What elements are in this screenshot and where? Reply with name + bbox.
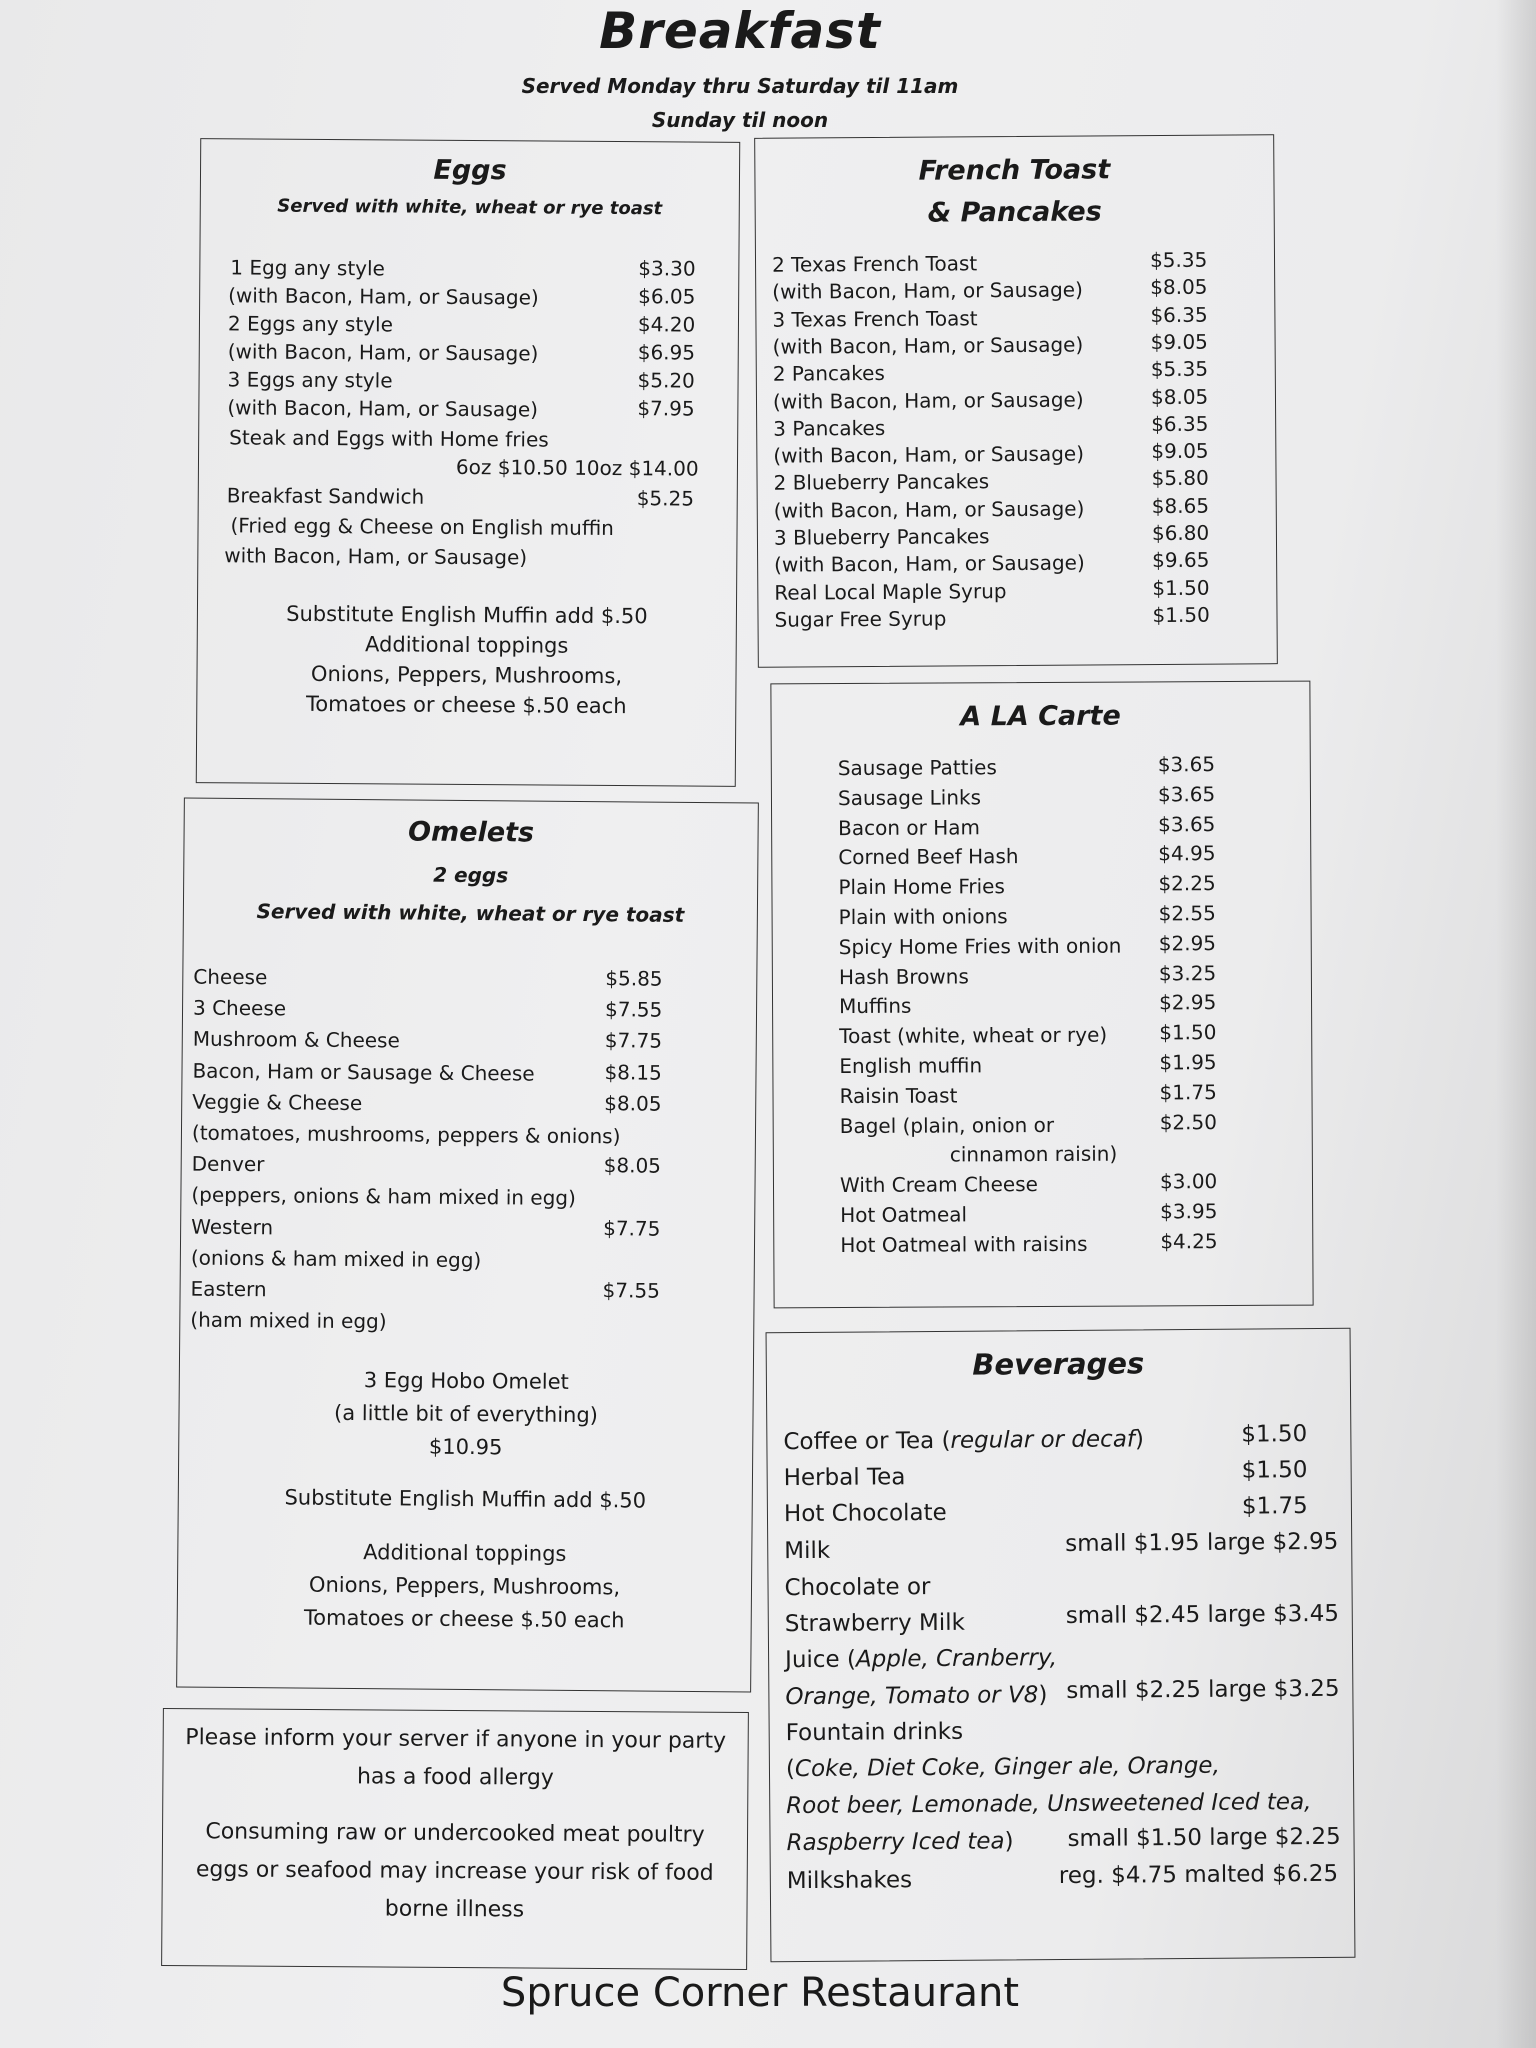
french-toast-item-price: $9.05 bbox=[1151, 438, 1209, 464]
allergy-text: Please inform your server if anyone in your party bbox=[185, 1725, 727, 1754]
raw-food-warning: eggs or seafood may increase your risk of food bbox=[195, 1857, 714, 1886]
eggs-note: Tomatoes or cheese $.50 each bbox=[305, 691, 627, 719]
eggs-item-price: $6.95 bbox=[637, 340, 696, 365]
omelet-item-price: $7.55 bbox=[604, 997, 663, 1022]
french-toast-item-name: (with Bacon, Ham, or Sausage) bbox=[773, 441, 1085, 468]
breakfast-sandwich-price: $5.25 bbox=[636, 486, 695, 511]
french-toast-item-name: 2 Blueberry Pancakes bbox=[773, 469, 990, 496]
eggs-subheading: Served with white, wheat or rye toast bbox=[277, 195, 663, 220]
omelet-item-price: $8.05 bbox=[604, 1090, 662, 1116]
french-toast-item-name: 3 Blueberry Pancakes bbox=[773, 524, 990, 550]
beverages-section bbox=[766, 1328, 1356, 1963]
eggs-heading: Eggs bbox=[433, 154, 507, 187]
omelets-heading: Omelets bbox=[407, 816, 535, 849]
omelet-item-name: (tomatoes, mushrooms, peppers & onions) bbox=[191, 1120, 621, 1149]
eggs-item-name: (with Bacon, Ham, or Sausage) bbox=[227, 395, 539, 422]
omelet-item-name: Eastern bbox=[190, 1276, 267, 1302]
a-la-carte-item-price: $3.25 bbox=[1158, 960, 1217, 985]
eggs-item-price: $5.20 bbox=[637, 368, 695, 393]
a-la-carte-item-name: cinnamon raisin) bbox=[949, 1141, 1118, 1167]
eggs-item-price: $4.20 bbox=[637, 312, 696, 337]
french-toast-item-price: $6.35 bbox=[1151, 411, 1209, 436]
a-la-carte-item-price: $2.95 bbox=[1158, 930, 1217, 956]
bev-fountain-price: small $1.50 large $2.25 bbox=[1067, 1823, 1341, 1852]
a-la-carte-item-name: Bacon or Ham bbox=[838, 814, 981, 840]
a-la-carte-item-price: $2.55 bbox=[1158, 901, 1216, 926]
french-toast-item-name: (with Bacon, Ham, or Sausage) bbox=[772, 277, 1083, 304]
a-la-carte-item-name: Plain with onions bbox=[838, 904, 1008, 930]
a-la-carte-item-price: $4.25 bbox=[1160, 1228, 1218, 1254]
bev-hot-chocolate-price: $1.75 bbox=[1241, 1493, 1308, 1520]
a-la-carte-item-price: $2.95 bbox=[1158, 990, 1217, 1015]
omelet-item-name: Denver bbox=[191, 1151, 265, 1177]
a-la-carte-item-price: $1.75 bbox=[1159, 1079, 1217, 1105]
omelets-toppings-note: Onions, Peppers, Mushrooms, bbox=[308, 1572, 621, 1600]
omelet-item-name: 3 Cheese bbox=[192, 995, 287, 1021]
a-la-carte-item-name: Raisin Toast bbox=[839, 1083, 958, 1108]
a-la-carte-item-name: Hash Browns bbox=[838, 963, 969, 989]
eggs-note: Additional toppings bbox=[365, 632, 569, 658]
a-la-carte-item-name: English muffin bbox=[839, 1053, 983, 1079]
bev-coffee-tea: Coffee or Tea (regular or decaf) bbox=[783, 1426, 1145, 1456]
a-la-carte-item-name: Toast (white, wheat or rye) bbox=[839, 1022, 1108, 1049]
omelet-item-name: Western bbox=[191, 1214, 274, 1239]
breakfast-sandwich-item: Breakfast Sandwich bbox=[226, 483, 425, 509]
hobo-omelet-item: 3 Egg Hobo Omelet bbox=[363, 1368, 569, 1394]
french-toast-item-name: (with Bacon, Ham, or Sausage) bbox=[772, 332, 1084, 359]
french-toast-item-name: 2 Pancakes bbox=[772, 361, 885, 386]
bev-milkshakes: Milkshakes bbox=[786, 1867, 913, 1895]
breakfast-sandwich-desc: (Fried egg & Cheese on English muffin bbox=[230, 513, 614, 541]
a-la-carte-item-price: $3.65 bbox=[1158, 811, 1216, 836]
omelet-item-name: (ham mixed in egg) bbox=[190, 1307, 387, 1334]
hobo-omelet-price: $10.95 bbox=[428, 1434, 503, 1460]
french-toast-item-price: $8.65 bbox=[1151, 493, 1210, 518]
bev-herbal-tea: Herbal Tea bbox=[783, 1464, 906, 1492]
bev-flavored-milk: Chocolate or bbox=[784, 1574, 931, 1602]
french-toast-item-name: (with Bacon, Ham, or Sausage) bbox=[772, 387, 1084, 414]
eggs-item-price: $3.30 bbox=[638, 256, 696, 281]
eggs-note: Onions, Peppers, Mushrooms, bbox=[310, 661, 623, 689]
eggs-item-name: 2 Eggs any style bbox=[227, 311, 394, 337]
a-la-carte-item-name: Hot Oatmeal bbox=[840, 1202, 968, 1228]
omelet-item-name: (peppers, onions & ham mixed in egg) bbox=[191, 1182, 576, 1211]
breakfast-sandwich-desc: with Bacon, Ham, or Sausage) bbox=[224, 543, 528, 570]
bev-milk-price: small $1.95 large $2.95 bbox=[1065, 1528, 1339, 1557]
a-la-carte-item-price: $1.50 bbox=[1159, 1020, 1217, 1045]
bev-juice: Orange, Tomato or V8) bbox=[785, 1682, 1048, 1711]
omelets-section bbox=[176, 798, 759, 1693]
eggs-section bbox=[196, 138, 740, 787]
eggs-note: Substitute English Muffin add $.50 bbox=[286, 601, 648, 629]
omelets-subheading: Served with white, wheat or rye toast bbox=[256, 899, 685, 927]
french-toast-heading: French Toast bbox=[918, 154, 1111, 187]
omelet-item-price: $5.85 bbox=[605, 966, 663, 991]
french-toast-item-price: $9.65 bbox=[1152, 547, 1210, 573]
a-la-carte-item-name: With Cream Cheese bbox=[839, 1172, 1038, 1198]
omelet-item-name: Mushroom & Cheese bbox=[192, 1026, 400, 1053]
raw-food-warning: Consuming raw or undercooked meat poultry bbox=[205, 1819, 705, 1848]
a-la-carte-item-name: Corned Beef Hash bbox=[838, 844, 1019, 870]
french-toast-item-name: 3 Texas French Toast bbox=[772, 305, 978, 332]
a-la-carte-item-name: Sausage Links bbox=[837, 785, 982, 810]
a-la-carte-item-name: Bagel (plain, onion or bbox=[839, 1112, 1055, 1138]
bev-hot-chocolate: Hot Chocolate bbox=[783, 1499, 947, 1528]
menu-title: Breakfast bbox=[599, 2, 881, 60]
bev-flavored-milk-price: small $2.45 large $3.45 bbox=[1065, 1600, 1340, 1629]
french-toast-item-name: Sugar Free Syrup bbox=[774, 606, 947, 632]
a-la-carte-item-price: $4.95 bbox=[1158, 841, 1216, 866]
bev-fountain-desc: Raspberry Iced tea) bbox=[786, 1828, 1014, 1857]
steak-eggs-prices: 6oz $10.50 10oz $14.00 bbox=[455, 454, 699, 481]
a-la-carte-item-price: $3.00 bbox=[1159, 1169, 1218, 1194]
eggs-item-price: $7.95 bbox=[637, 396, 695, 421]
bev-coffee-tea-price: $1.50 bbox=[1241, 1421, 1308, 1448]
bev-milkshakes-price: reg. $4.75 malted $6.25 bbox=[1058, 1860, 1339, 1890]
french-toast-item-price: $6.35 bbox=[1150, 302, 1208, 327]
beverages-heading: Beverages bbox=[972, 1346, 1145, 1382]
french-toast-item-price: $5.35 bbox=[1150, 356, 1209, 382]
bev-milk: Milk bbox=[784, 1537, 831, 1565]
a-la-carte-item-name: Plain Home Fries bbox=[838, 874, 1005, 900]
french-toast-item-name: (with Bacon, Ham, or Sausage) bbox=[774, 550, 1085, 577]
omelet-item-price: $8.15 bbox=[604, 1059, 662, 1085]
omelets-substitute-note: Substitute English Muffin add $.50 bbox=[284, 1485, 647, 1513]
omelets-toppings-note: Tomatoes or cheese $.50 each bbox=[303, 1605, 625, 1633]
pancakes-heading: & Pancakes bbox=[927, 196, 1102, 229]
a-la-carte-item-name: Spicy Home Fries with onion bbox=[838, 933, 1122, 959]
omelet-item-name: Bacon, Ham or Sausage & Cheese bbox=[192, 1058, 535, 1086]
bev-fountain-drinks: Fountain drinks bbox=[785, 1718, 964, 1747]
a-la-carte-section bbox=[770, 681, 1313, 1309]
bev-juice: Juice (Apple, Cranberry, bbox=[785, 1645, 1058, 1674]
a-la-carte-item-price: $2.50 bbox=[1159, 1109, 1217, 1134]
french-toast-item-name: 3 Pancakes bbox=[773, 415, 886, 441]
eggs-item-name: 1 Egg any style bbox=[230, 255, 385, 281]
omelet-item-price: $8.05 bbox=[603, 1153, 662, 1178]
omelet-item-name: (onions & ham mixed in egg) bbox=[190, 1245, 482, 1272]
french-toast-item-price: $1.50 bbox=[1152, 575, 1210, 600]
french-toast-pancakes-section bbox=[754, 134, 1278, 668]
omelet-item-name: Cheese bbox=[193, 964, 268, 990]
french-toast-item-price: $9.05 bbox=[1150, 329, 1208, 354]
a-la-carte-item-price: $2.25 bbox=[1158, 871, 1216, 896]
french-toast-item-price: $6.80 bbox=[1151, 520, 1210, 546]
french-toast-item-name: (with Bacon, Ham, or Sausage) bbox=[773, 496, 1085, 523]
bev-fountain-desc: Root beer, Lemonade, Unsweetened Iced tea, bbox=[786, 1789, 1312, 1820]
eggs-item-name: (with Bacon, Ham, or Sausage) bbox=[227, 339, 539, 366]
steak-eggs-item: Steak and Eggs with Home fries bbox=[229, 425, 549, 452]
raw-food-warning: borne illness bbox=[384, 1896, 525, 1923]
allergy-notice bbox=[161, 1708, 749, 1970]
bev-herbal-tea-price: $1.50 bbox=[1241, 1457, 1308, 1484]
allergy-text: has a food allergy bbox=[356, 1764, 554, 1791]
a-la-carte-heading: A LA Carte bbox=[960, 700, 1121, 733]
bev-flavored-milk: Strawberry Milk bbox=[784, 1609, 966, 1638]
served-hours-weekday: Served Monday thru Saturday til 11am bbox=[521, 74, 959, 98]
bev-fountain-desc: (Coke, Diet Coke, Ginger ale, Orange, bbox=[785, 1752, 1220, 1783]
omelets-eggs-line: 2 eggs bbox=[433, 862, 509, 888]
omelet-item-price: $7.55 bbox=[602, 1278, 660, 1303]
hobo-omelet-desc: (a little bit of everything) bbox=[334, 1400, 599, 1428]
omelet-item-price: $7.75 bbox=[603, 1215, 661, 1241]
a-la-carte-item-name: Muffins bbox=[838, 994, 912, 1019]
bev-juice-price: small $2.25 large $3.25 bbox=[1066, 1675, 1340, 1704]
a-la-carte-item-price: $1.95 bbox=[1159, 1050, 1217, 1075]
a-la-carte-item-name: Hot Oatmeal with raisins bbox=[840, 1231, 1088, 1257]
omelet-item-price: $7.75 bbox=[604, 1028, 663, 1054]
a-la-carte-item-price: $3.65 bbox=[1157, 781, 1216, 807]
french-toast-item-name: 2 Texas French Toast bbox=[771, 251, 978, 277]
french-toast-item-price: $5.80 bbox=[1151, 466, 1209, 491]
restaurant-name: Spruce Corner Restaurant bbox=[500, 1970, 1020, 2016]
eggs-item-name: (with Bacon, Ham, or Sausage) bbox=[228, 283, 539, 310]
a-la-carte-item-price: $3.65 bbox=[1157, 752, 1216, 777]
page-edge-shadow bbox=[1496, 0, 1536, 2048]
french-toast-item-price: $8.05 bbox=[1150, 384, 1209, 409]
a-la-carte-item-price: $3.95 bbox=[1160, 1199, 1218, 1224]
omelets-toppings-note: Additional toppings bbox=[363, 1540, 567, 1566]
served-hours-sunday: Sunday til noon bbox=[651, 108, 829, 132]
omelet-item-name: Veggie & Cheese bbox=[192, 1089, 363, 1115]
a-la-carte-item-name: Sausage Patties bbox=[837, 755, 997, 781]
eggs-item-price: $6.05 bbox=[638, 284, 696, 309]
eggs-item-name: 3 Eggs any style bbox=[227, 367, 393, 393]
french-toast-item-price: $5.35 bbox=[1149, 247, 1208, 273]
french-toast-item-price: $8.05 bbox=[1150, 274, 1208, 300]
french-toast-item-name: Real Local Maple Syrup bbox=[774, 578, 1007, 605]
french-toast-item-price: $1.50 bbox=[1152, 602, 1210, 627]
french-toast-item-list bbox=[755, 135, 1273, 632]
